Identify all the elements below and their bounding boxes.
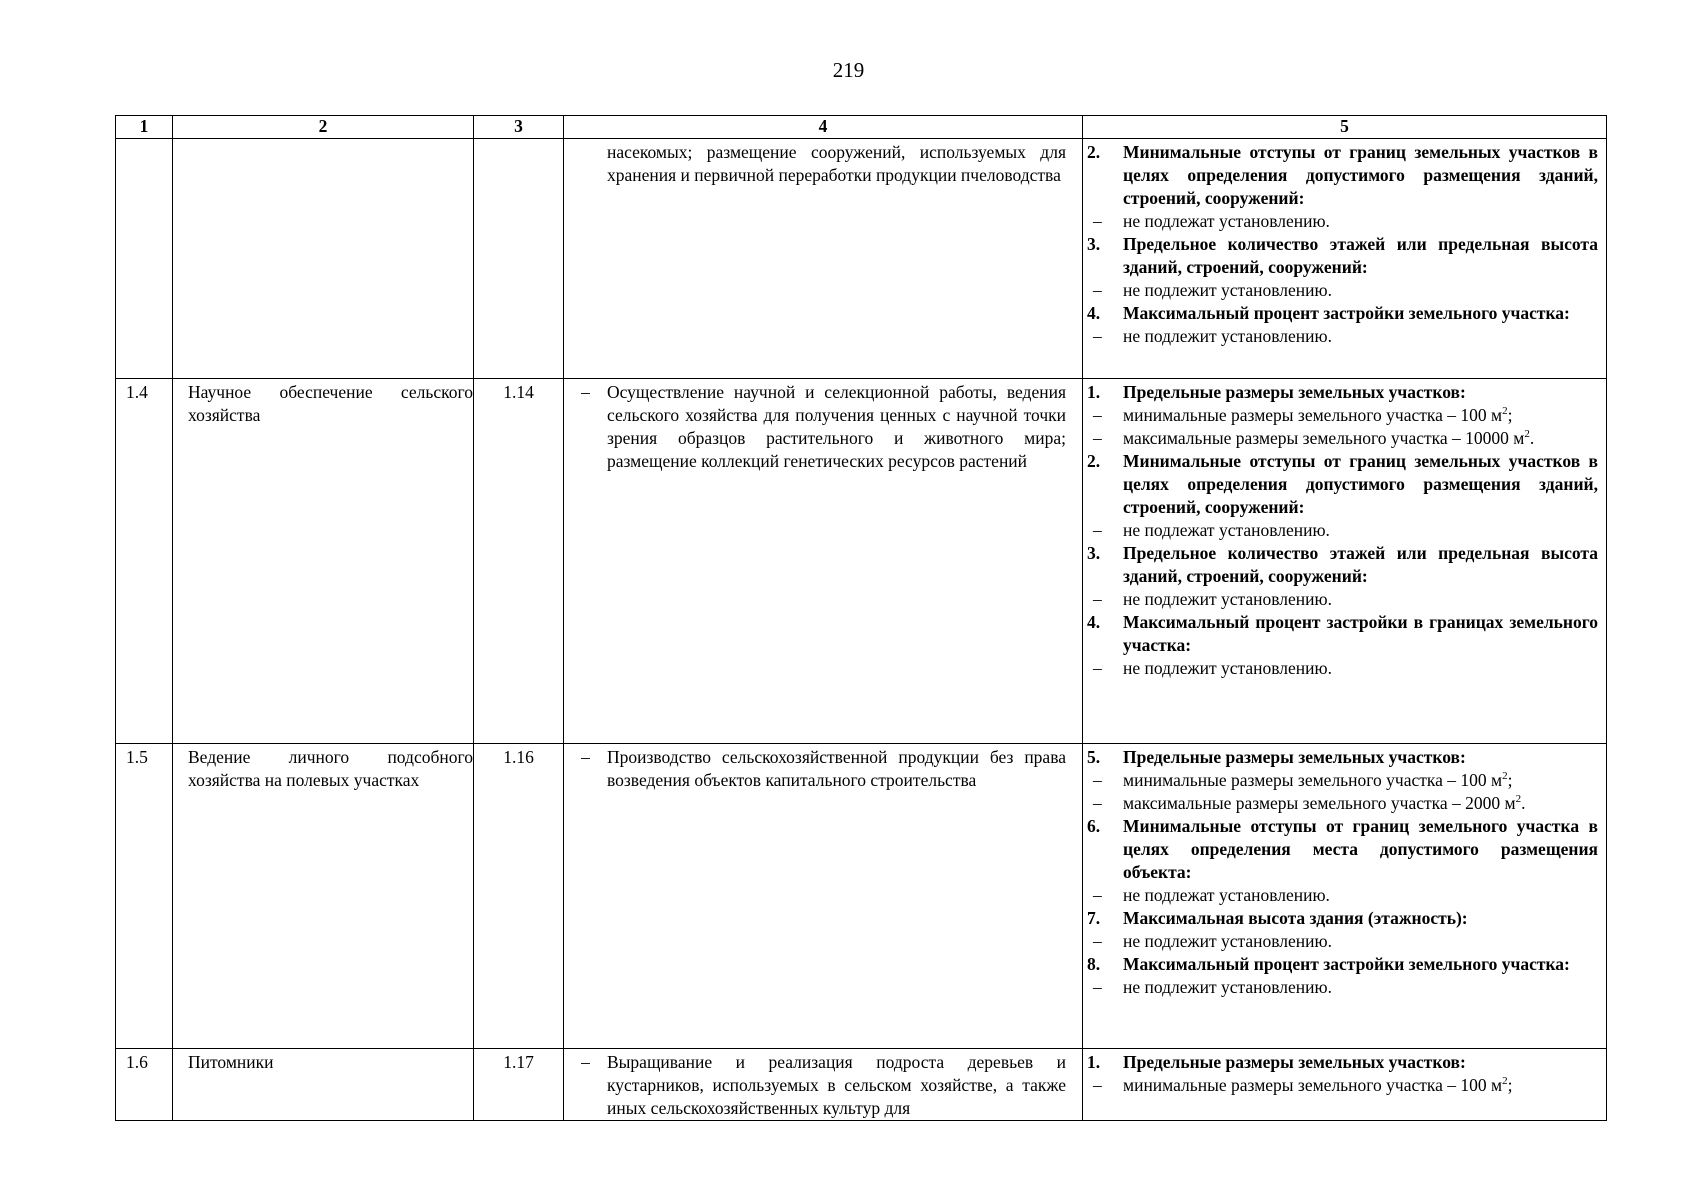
punctuation: . — [1529, 428, 1535, 448]
dash-marker: – — [1093, 793, 1102, 813]
requirement-text-main: Максимальный процент застройки в границах земельного участка: — [1123, 612, 1598, 655]
requirement-text-main: Предельное количество этажей или предельная высота зданий, строений, сооружений: — [1123, 543, 1598, 586]
requirement-heading — [1083, 141, 1598, 210]
row-name-cell — [173, 139, 474, 379]
dash-marker: – — [1093, 326, 1102, 346]
requirement-text — [1123, 141, 1598, 210]
requirement-text — [1123, 519, 1598, 542]
requirement-heading — [1083, 381, 1598, 404]
requirement-heading — [1083, 542, 1598, 588]
requirement-text — [1123, 302, 1598, 325]
requirement-text-main: минимальные размеры земельного участка – 100 м — [1123, 405, 1503, 425]
row-code-cell: 1.16 — [474, 744, 564, 1049]
item-number: 4. — [1087, 303, 1101, 323]
table-row — [116, 379, 1607, 744]
item-number: 4. — [1087, 612, 1101, 632]
requirement-text — [1123, 769, 1598, 792]
row-description-cell — [564, 744, 1083, 1049]
item-number: 3. — [1087, 543, 1101, 563]
description-text: Осуществление научной и селекционной работы, ведения сельского хозяйства для получения ценных с научной точки зрения образцов растительного и животного мира; размещение коллекций генетических ресурсов растений — [607, 382, 1066, 471]
requirement-text — [1123, 930, 1598, 953]
row-requirements-cell — [1083, 744, 1607, 1049]
dash-marker: – — [1093, 428, 1102, 448]
requirement-item — [1083, 519, 1598, 542]
requirement-text — [1123, 279, 1598, 302]
requirement-item — [1083, 792, 1598, 815]
dash-marker: – — [1093, 405, 1102, 425]
unit-superscript: 2 — [1502, 770, 1508, 783]
requirement-text — [1123, 611, 1598, 657]
requirement-text-main: максимальные размеры земельного участка – 2000 м — [1123, 793, 1516, 813]
dash-marker: – — [1093, 658, 1102, 678]
item-number: 5. — [1087, 747, 1101, 767]
requirement-text — [1123, 1051, 1598, 1074]
row-code-cell: 1.14 — [474, 379, 564, 744]
requirement-heading — [1083, 450, 1598, 519]
requirement-text-main: Предельное количество этажей или предельная высота зданий, строений, сооружений: — [1123, 234, 1598, 277]
requirement-item — [1083, 588, 1598, 611]
requirement-item — [1083, 976, 1598, 999]
requirement-item — [1083, 210, 1598, 233]
punctuation: ; — [1507, 770, 1513, 790]
requirement-text-main: не подлежит установлению. — [1123, 658, 1332, 678]
requirement-heading — [1083, 746, 1598, 769]
requirement-text — [1123, 953, 1598, 976]
description-text: Выращивание и реализация подроста деревьев и кустарников, используемых в сельском хозяйстве, а также иных сельскохозяйственных культур для — [607, 1052, 1066, 1118]
dash-marker: – — [1093, 211, 1102, 231]
column-header-2: 2 — [173, 116, 474, 139]
dash-marker: – — [1093, 280, 1102, 300]
requirement-text-main: не подлежит установлению. — [1123, 931, 1332, 951]
requirement-text — [1123, 976, 1598, 999]
requirement-text-main: минимальные размеры земельного участка – 100 м — [1123, 1075, 1503, 1095]
description-paragraph — [564, 1051, 1066, 1120]
dash-marker: – — [1093, 1075, 1102, 1095]
requirement-text — [1123, 542, 1598, 588]
unit-superscript: 2 — [1524, 428, 1530, 441]
requirement-text-main: Предельные размеры земельных участков: — [1123, 1052, 1466, 1072]
requirement-item — [1083, 769, 1598, 792]
row-number-cell: 1.4 — [116, 379, 173, 744]
requirement-heading — [1083, 233, 1598, 279]
row-code-cell — [474, 139, 564, 379]
requirement-text-main: Предельные размеры земельных участков: — [1123, 747, 1466, 767]
requirement-item — [1083, 884, 1598, 907]
column-header-5: 5 — [1083, 116, 1607, 139]
requirement-text-main: минимальные размеры земельного участка – 100 м — [1123, 770, 1503, 790]
dash-marker: – — [1093, 520, 1102, 540]
row-name-cell: Питомники — [173, 1049, 474, 1121]
requirement-item — [1083, 1074, 1598, 1097]
item-number: 6. — [1087, 816, 1101, 836]
unit-superscript: 2 — [1502, 1075, 1508, 1088]
punctuation: ; — [1507, 1075, 1513, 1095]
row-requirements-cell — [1083, 1049, 1607, 1121]
requirement-item — [1083, 930, 1598, 953]
requirement-text — [1123, 404, 1598, 427]
row-number-cell: 1.6 — [116, 1049, 173, 1121]
dash-marker: – — [1093, 589, 1102, 609]
requirement-item — [1083, 657, 1598, 680]
dash-marker: – — [581, 747, 590, 767]
row-description-cell — [564, 139, 1083, 379]
row-description-cell — [564, 379, 1083, 744]
item-number: 7. — [1087, 908, 1101, 928]
requirement-text-main: Минимальные отступы от границ земельного участка в целях определения места допустимого размещения объекта: — [1123, 816, 1598, 882]
item-number: 8. — [1087, 954, 1101, 974]
table-header-row — [116, 116, 1607, 139]
row-name-cell: Ведение личного подсобного хозяйства на полевых участках — [173, 744, 474, 1049]
item-number: 1. — [1087, 382, 1101, 402]
requirement-heading — [1083, 611, 1598, 657]
requirement-heading — [1083, 1051, 1598, 1074]
requirement-text — [1123, 381, 1598, 404]
item-number: 3. — [1087, 234, 1101, 254]
requirement-heading — [1083, 302, 1598, 325]
description-paragraph — [564, 381, 1066, 473]
requirement-text — [1123, 588, 1598, 611]
requirement-text — [1123, 450, 1598, 519]
requirement-text — [1123, 325, 1598, 348]
table-row — [116, 139, 1607, 379]
requirement-item — [1083, 279, 1598, 302]
requirement-text-main: не подлежат установлению. — [1123, 520, 1330, 540]
requirement-text-main: не подлежит установлению. — [1123, 280, 1332, 300]
unit-superscript: 2 — [1515, 793, 1522, 806]
requirement-text-main: не подлежат установлению. — [1123, 211, 1330, 231]
requirement-heading — [1083, 815, 1598, 884]
requirement-heading — [1083, 953, 1598, 976]
column-header-4: 4 — [564, 116, 1083, 139]
requirement-item — [1083, 404, 1598, 427]
unit-superscript: 2 — [1502, 405, 1508, 418]
requirement-text-main: не подлежит установлению. — [1123, 977, 1332, 997]
item-number: 2. — [1087, 451, 1101, 471]
row-number-cell: 1.5 — [116, 744, 173, 1049]
column-header-3: 3 — [474, 116, 564, 139]
dash-marker: – — [581, 382, 590, 402]
regulations-table — [115, 115, 1607, 1121]
requirement-text-main: максимальные размеры земельного участка – 10000 м — [1123, 428, 1525, 448]
item-number: 2. — [1087, 142, 1101, 162]
requirement-text — [1123, 907, 1598, 930]
table-row — [116, 1049, 1607, 1121]
dash-marker: – — [1093, 977, 1102, 997]
description-text: Производство сельскохозяйственной продукции без права возведения объектов капитального строительства — [607, 747, 1066, 790]
requirement-text-main: Предельные размеры земельных участков: — [1123, 382, 1466, 402]
row-number-cell — [116, 139, 173, 379]
requirement-text — [1123, 233, 1598, 279]
item-number: 1. — [1087, 1052, 1101, 1072]
requirement-text-main: Минимальные отступы от границ земельных участков в целях определения допустимого размещения зданий, строений, сооружений: — [1123, 451, 1598, 517]
dash-marker: – — [1093, 885, 1102, 905]
description-paragraph — [564, 141, 1066, 187]
requirement-text-main: Максимальный процент застройки земельного участка: — [1123, 303, 1570, 323]
requirement-text-main: Максимальный процент застройки земельного участка: — [1123, 954, 1570, 974]
requirement-text — [1123, 1074, 1598, 1097]
description-text: насекомых; размещение сооружений, используемых для хранения и первичной переработки продукции пчеловодства — [607, 142, 1066, 185]
requirement-text-main: Максимальная высота здания (этажность): — [1123, 908, 1468, 928]
table-row — [116, 744, 1607, 1049]
punctuation: . — [1521, 793, 1526, 813]
row-code-cell: 1.17 — [474, 1049, 564, 1121]
dash-marker: – — [581, 1052, 590, 1072]
description-paragraph — [564, 746, 1066, 792]
punctuation: ; — [1507, 405, 1513, 425]
row-description-cell — [564, 1049, 1083, 1121]
column-header-1: 1 — [116, 116, 173, 139]
requirement-text — [1123, 884, 1598, 907]
dash-marker: – — [1093, 770, 1102, 790]
requirement-text-main: Минимальные отступы от границ земельных участков в целях определения допустимого размещения зданий, строений, сооружений: — [1123, 142, 1598, 208]
row-name-cell: Научное обеспечение сельского хозяйства — [173, 379, 474, 744]
requirement-text-main: не подлежит установлению. — [1123, 589, 1332, 609]
requirement-heading — [1083, 907, 1598, 930]
dash-marker: – — [1093, 931, 1102, 951]
requirement-text — [1123, 792, 1598, 815]
row-requirements-cell — [1083, 379, 1607, 744]
row-requirements-cell — [1083, 139, 1607, 379]
requirement-text-main: не подлежит установлению. — [1123, 326, 1332, 346]
requirement-text — [1123, 427, 1598, 450]
requirement-text — [1123, 657, 1598, 680]
page-number: 219 — [832, 58, 865, 82]
requirement-text — [1123, 210, 1598, 233]
requirement-text — [1123, 815, 1598, 884]
requirement-text-main: не подлежат установлению. — [1123, 885, 1330, 905]
requirement-text — [1123, 746, 1598, 769]
requirement-item — [1083, 325, 1598, 348]
requirement-item — [1083, 427, 1598, 450]
